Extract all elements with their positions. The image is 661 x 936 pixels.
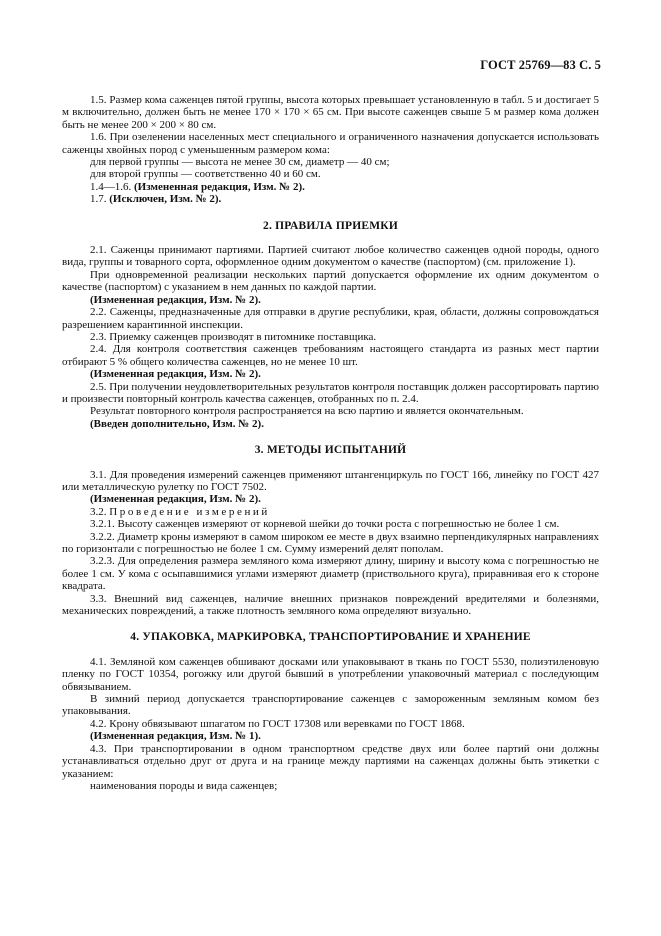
note-prefix: 1.7. [90,193,110,206]
section-3-heading: 3. МЕТОДЫ ИСПЫТАНИЙ [254,444,407,457]
clause-number: 3.2. [90,505,110,518]
amendment-note: (Измененная редакция, Изм. № 2). [90,293,261,306]
page-header: ГОСТ 25769—83 С. 5 [480,58,601,72]
amendment-note: (Введен дополнительно, Изм. № 2). [90,417,264,430]
paragraph-2-5: 2.5. При получении неудовлетворительных результатов контроля поставщик должен рассортировать партию и произвести повторный контроль качества саженцев, отобранных по п. 2.4. [62,380,599,405]
paragraph-1-6: 1.6. При озеленении населенных мест специального и ограниченного назначения допускается использовать саженцы хвойных пород с уменьшенным размером кома: [62,131,599,156]
document-body [62,94,599,792]
paragraph-3-1: 3.1. Для проведения измерений саженцев применяют штангенциркуль по ГОСТ 166, линейку по ГОСТ 427 или металлическую рулетку по ГОСТ 7502. [62,468,599,493]
amendment-note: (Исключен, Изм. № 2). [109,193,222,206]
paragraph-3-2 [62,506,599,518]
paragraph-2-1: 2.1. Саженцы принимают партиями. Партией считают любое количество саженцев одной породы, одного вида, группы и товарного сорта, оформленное одним документом о качестве (паспортом) (см. приложение 1). [62,244,599,269]
spaced-subheading: Проведение измерений [109,505,270,518]
paragraph-1-7 [62,193,599,205]
amendment-note: (Измененная редакция, Изм. № 2). [134,180,305,193]
paragraph-2-3: 2.3. Приемку саженцев производят в питомнике поставщика. [90,330,377,343]
paragraph-2-5-b: Результат повторного контроля распространяется на всю партию и является окончательным. [90,405,524,418]
paragraph-1-6-second-group: для второй группы — соответственно 40 и 60 см. [90,168,321,181]
paragraph-2-1-b: При одновременной реализации нескольких партий допускается оформление их одним документом о качестве (паспортом) с указанием в нем данных по каждой партии. [62,268,599,294]
paragraph-3-2-2: 3.2.2. Диаметр кроны измеряют в самом широком ее месте в двух взаимно перпендикулярных направлениях по горизонтали с погрешностью не более 1 см. Сумму измерений делят пополам. [62,530,599,555]
paragraph-3-2-3: 3.2.3. Для определения размера земляного кома измеряют длину, ширину и высоту кома с погрешностью не более 1 см. У кома с осыпавшимися углами измеряют диаметр (приствольного круга), приравнивая его к стороне квадрата. [62,555,599,593]
section-4-heading: 4. УПАКОВКА, МАРКИРОВКА, ТРАНСПОРТИРОВАНИЕ И ХРАНЕНИЕ [130,631,531,644]
paragraph-4-3: 4.3. При транспортировании в одном транспортном средстве двух или более партий они должны устанавливаться отдельно друг от друга и на границе между партиями на саженцах должны быть этикетки с указанием: [62,742,599,780]
paragraph-2-4: 2.4. Для контроля соответствия саженцев требованиям настоящего стандарта из разных мест партии отбирают 5 % общего количества саженцев, но не менее 10 шт. [62,343,599,368]
paragraph-4-2: 4.2. Крону обвязывают шпагатом по ГОСТ 17308 или веревками по ГОСТ 1868. [90,717,465,730]
amendment-note: (Измененная редакция, Изм. № 1). [90,730,261,743]
paragraph-1-5: 1.5. Размер кома саженцев пятой группы, высота которых превышает установленную в табл. 5 и достигает 5 м включительно, должен быть не менее 170 × 170 × 65 см. При высоте саженцев свыше 5 м размер кома должен быть не менее 200 × 200 × 80 см. [62,94,599,131]
note-prefix: 1.4—1.6. [90,180,134,193]
paragraph-1-4-1-6-note [62,181,599,193]
paragraph-4-1: 4.1. Земляной ком саженцев обшивают досками или упаковывают в ткань по ГОСТ 5530, полиэтиленовую пленку по ГОСТ 10354, рогожку или другой бывший в употреблении упаковочный материал с последующим обвязыванием. [62,655,599,693]
amendment-note: (Измененная редакция, Изм. № 2). [90,493,261,506]
paragraph-3-2-1: 3.2.1. Высоту саженцев измеряют от корневой шейки до точки роста с погрешностью не более 1 см. [90,518,560,531]
paragraph-2-2: 2.2. Саженцы, предназначенные для отправки в другие республики, края, области, должны сопровождаться разрешением карантинной инспекции. [62,306,599,331]
section-2-heading: 2. ПРАВИЛА ПРИЕМКИ [263,219,398,232]
paragraph-4-3-item: наименования породы и вида саженцев; [90,779,278,792]
amendment-note: (Измененная редакция, Изм. № 2). [90,368,261,381]
paragraph-4-1-b: В зимний период допускается транспортирование саженцев с замороженным земляным комом без упаковывания. [62,693,599,718]
paragraph-3-3: 3.3. Внешний вид саженцев, наличие внешних признаков повреждений вредителями и болезнями, механических повреждений, а также плотность земляного кома определяют визуально. [62,592,599,618]
paragraph-1-6-first-group: для первой группы — высота не менее 30 см, диаметр — 40 см; [90,156,390,169]
